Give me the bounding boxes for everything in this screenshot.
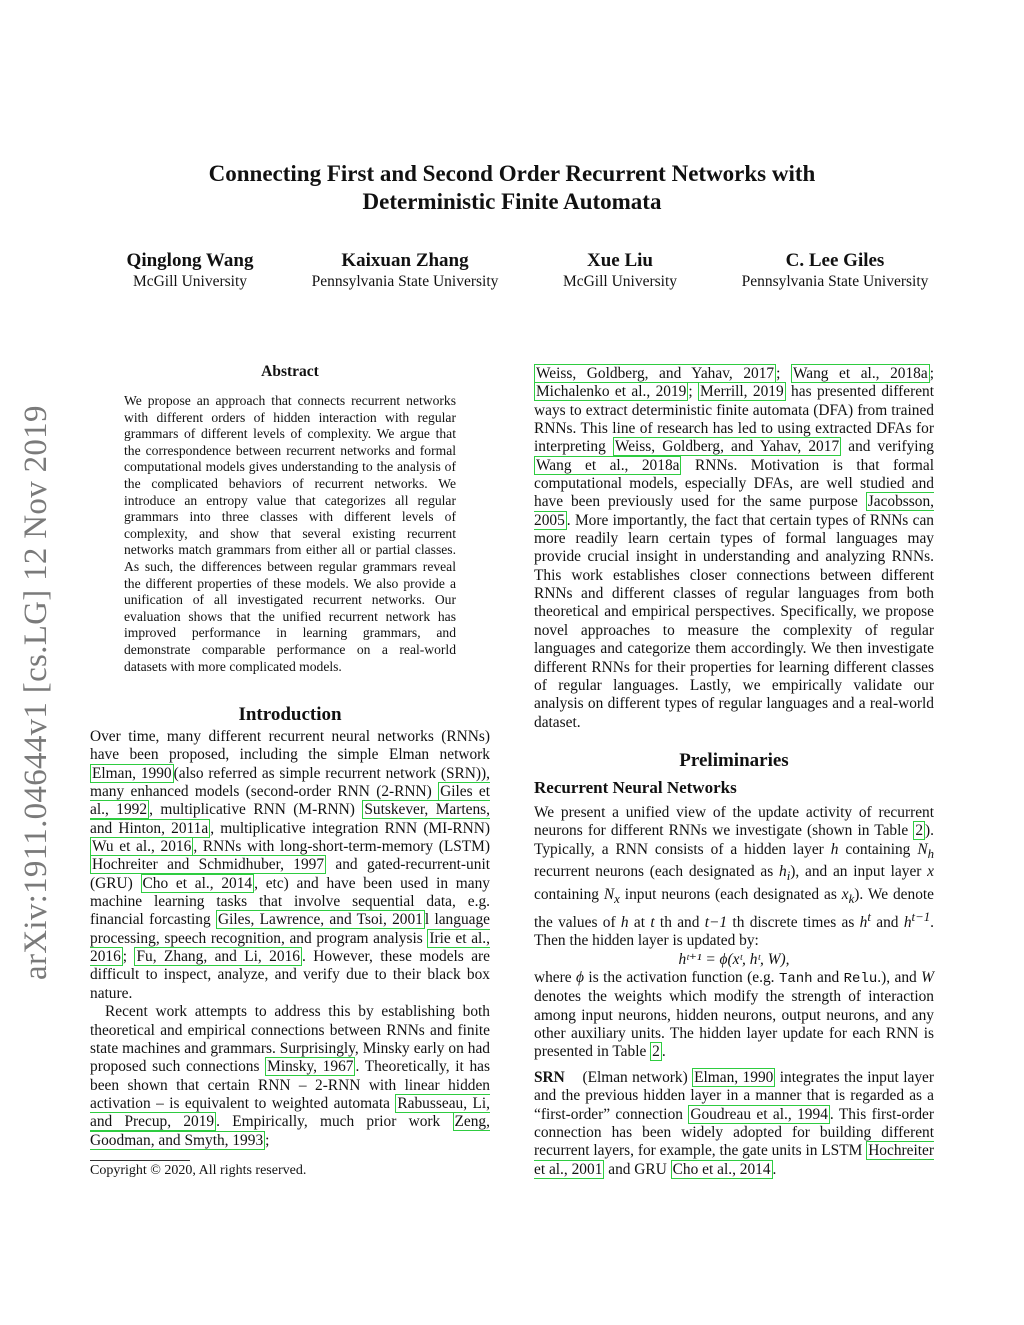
text: .), and	[877, 969, 922, 987]
text: ;	[688, 383, 699, 401]
citation-link[interactable]: Cho et al., 2014	[672, 1160, 771, 1178]
intro-continued-paragraph	[534, 365, 934, 732]
citation-link[interactable]: Wang et al., 2018a	[536, 456, 680, 474]
text: has presented different ways to extract deterministic finite automata (DFA) from trained RNNs. This line of research has led to using extracted DFAs for interpreting	[534, 383, 935, 456]
text: at	[628, 914, 651, 932]
text: (also referred as simple recurrent network (SRN)), many enhanced models (second-order RNN (2-RNN)	[90, 764, 490, 801]
text: . This first-order connection has been widely adopted for building different recurrent layers, for example, the gate units in LSTM	[534, 1105, 934, 1160]
math-symbol: h	[830, 840, 839, 858]
citation-link[interactable]: Hochreiter et al., 2001	[534, 1142, 934, 1178]
text: and GRU	[604, 1160, 671, 1178]
citation-link[interactable]: Elman, 1990	[694, 1069, 774, 1086]
title-line-1: Connecting First and Second Order Recurrent Networks with	[208, 161, 816, 186]
srn-label: SRN	[534, 1069, 565, 1086]
text: ;	[929, 365, 934, 382]
author-affiliation: McGill University	[132, 273, 248, 290]
math-symbol: t	[650, 914, 655, 932]
math-symbol: t−1	[704, 914, 728, 932]
math-subscript: x	[614, 891, 620, 906]
text: . Empirically, much prior work	[216, 1113, 453, 1131]
text: is the activation function (e.g.	[584, 969, 779, 987]
citation-link[interactable]: Zeng, Goodman, and Smyth, 1993	[90, 1113, 490, 1149]
text: , multiplicative RNN (M-RNN)	[149, 801, 363, 819]
citation-link[interactable]: Wu et al., 2016	[92, 838, 192, 856]
text: RNNs. Motivation is that formal computational models, especially DFAs, are well studied and have been previously used for the same purpose	[534, 456, 934, 511]
text: .	[772, 1160, 777, 1178]
text: We present a unified view of the update activity of recurrent neurons for different RNNs we investigate (shown in Table	[534, 804, 934, 840]
rnn-section-body	[534, 804, 934, 1062]
text: ). We denote the values of	[534, 885, 934, 932]
math-subscript: i	[786, 869, 791, 884]
citation-link[interactable]: Weiss, Goldberg, and Yahav, 2017	[536, 365, 775, 382]
text: Over time, many different recurrent neural networks (RNNs) have been proposed, including the simple Elman network	[90, 728, 490, 764]
table-ref-link[interactable]: 2	[915, 822, 924, 840]
rnn-paragraph-1	[534, 804, 934, 951]
math-symbol: W	[921, 969, 934, 987]
math-symbol: N	[603, 885, 615, 903]
intro-paragraph-2	[90, 1003, 490, 1150]
citation-link[interactable]: Fu, Zhang, and Li, 2016	[136, 948, 300, 966]
text: , RNNs with long-short-term-memory (LSTM)	[193, 838, 490, 856]
srn-paragraph	[534, 1069, 934, 1179]
rnn-subheading: Recurrent Neural Networks	[534, 778, 737, 797]
citation-link[interactable]: Giles et al., 1992	[90, 783, 490, 819]
text: Recent work attempts to address this by establishing both theoretical and empirical connections between RNNs and finite state machines and grammars. Surprisingly, Minsky early on had proposed such connections	[90, 1003, 490, 1076]
intro-heading: Introduction	[238, 704, 342, 725]
author-name: C. Lee Giles	[785, 250, 885, 271]
text: . However, these models are difficult to inspect, analyze, and verify due to their black box nature.	[90, 948, 491, 1002]
preliminaries-heading: Preliminaries	[679, 750, 789, 771]
math-symbol: x	[927, 863, 934, 881]
text: ;	[776, 365, 791, 382]
text: integrates the input layer and the previous hidden layer in a manner that is regarded as a “first-order” connection	[534, 1069, 935, 1123]
text: and	[812, 969, 844, 987]
update-equation: hᵗ⁺¹ = ϕ(xᵗ, hᵗ, W),	[678, 950, 790, 968]
citation-link[interactable]: Rabusseau, Li, and Precup, 2019	[90, 1094, 490, 1131]
math-symbol: N	[917, 840, 928, 858]
text: ;	[265, 1131, 270, 1149]
citation-link[interactable]: Sutskever, Martens, and Hinton, 2011a	[90, 801, 490, 837]
abstract-body: We propose an approach that connects recurrent networks with different orders of hidden interaction with regular grammars of different levels of complexity. We argue that the correspondence between recurrent networks and formal computational models gives understanding to the analysis of the complicated behaviors of recurrent networks. We introduce an entropy value that categorizes all regular grammars into three classes with different levels of complexity, and show that several existing recurrent networks match grammars from either all or partial classes. As such, the differences between regular grammars reveal the different properties of these models. We also provide a unification of all investigated recurrent networks. Our evaluation shows that the unified recurrent network has improved performance in learning grammars, and demonstrate comparable performance on a real-world datasets with more complicated models.	[124, 393, 456, 674]
citation-link[interactable]: Elman, 1990	[92, 764, 172, 782]
math-superscript: t−1	[911, 909, 931, 924]
text: and	[870, 914, 904, 932]
citation-link[interactable]: Wang et al., 2018a	[792, 365, 928, 382]
math-superscript: t	[867, 909, 871, 924]
author-block	[90, 250, 950, 300]
table-ref-link[interactable]: 2	[652, 1043, 660, 1061]
author-name: Qinglong Wang	[126, 250, 254, 271]
text: , multiplicative integration RNN (MI-RNN)	[210, 819, 490, 837]
citation-link[interactable]: Minsky, 1967	[267, 1058, 354, 1076]
citation-link[interactable]: Michalenko et al., 2019	[536, 383, 687, 401]
math-symbol: h	[859, 914, 868, 932]
text: recurrent neurons (each designated as	[534, 863, 779, 881]
math-symbol: h	[903, 914, 912, 932]
text: where	[534, 969, 577, 987]
srn-section	[534, 1069, 934, 1179]
intro-paragraph-1	[90, 728, 490, 1003]
text: .	[661, 1043, 666, 1061]
text: denotes the weights which modify the strength of interaction among input neurons, hidden neurons, output neurons, and any other auxiliary units. The hidden layer update for each RNN is presented in Table	[534, 988, 934, 1061]
author-name: Xue Liu	[587, 250, 653, 271]
intro-body	[90, 728, 490, 1150]
citation-link[interactable]: Jacobsson, 2005	[534, 493, 934, 529]
right-column-intro	[534, 365, 934, 732]
text: ), and an input layer	[790, 863, 928, 881]
author-name: Kaixuan Zhang	[341, 250, 469, 271]
math-symbol: ϕ	[576, 969, 584, 987]
author-2	[300, 250, 510, 292]
copyright-footnote: Copyright © 2020, All rights reserved.	[90, 1163, 307, 1178]
author-3	[540, 250, 700, 292]
math-subscript: h	[927, 846, 934, 861]
text: , etc) and have been used in many machine learning tasks that involve sequential data, e.g. financial forcasting	[90, 874, 490, 929]
text: th discrete times as	[727, 914, 860, 932]
text: input neurons (each designated as	[619, 885, 842, 903]
text: containing	[838, 840, 918, 858]
author-4	[730, 250, 940, 292]
citation-link[interactable]: Merrill, 2019	[700, 383, 784, 401]
text: th and	[654, 914, 705, 932]
text: and verifying	[841, 438, 934, 456]
citation-link[interactable]: Irie et al., 2016	[90, 929, 490, 966]
author-affiliation: Pennsylvania State University	[741, 273, 929, 290]
math-symbol: h	[620, 914, 629, 932]
code-text: Relu	[843, 971, 878, 988]
title-line-2: Deterministic Finite Automata	[362, 189, 662, 214]
citation-link[interactable]: Giles, Lawrence, and Tsoi, 2001	[217, 911, 423, 929]
code-text: Tanh	[778, 971, 813, 988]
text: l language processing, speech recognition, and program analysis	[90, 911, 490, 947]
footnote-rule	[90, 1160, 190, 1161]
rnn-paragraph-2	[534, 969, 934, 1062]
paper-title	[0, 160, 1024, 216]
text: ;	[122, 948, 135, 966]
arxiv-stamp: arXiv:1911.04644v1 [cs.LG] 12 Nov 2019	[18, 405, 54, 980]
citation-link[interactable]: Weiss, Goldberg, and Yahav, 2017	[614, 438, 840, 456]
citation-link[interactable]: Goudreau et al., 1994	[690, 1105, 828, 1123]
math-symbol: h	[778, 863, 787, 881]
text: . Theoretically, it has been shown that certain RNN – 2-RNN with linear hidden activation – is equivalent to weighted automata	[90, 1058, 490, 1112]
citation-link[interactable]: Cho et al., 2014	[142, 874, 253, 892]
author-affiliation: Pennsylvania State University	[311, 273, 499, 290]
citation-link[interactable]: Hochreiter and Schmidhuber, 1997	[92, 856, 325, 874]
text: . More importantly, the fact that certain types of RNNs can more readily learn certain types of formal languages may provide crucial insight in understanding and analyzing RNNs. This work establishes closer connections between different RNNs and different classes of regular languages from both theoretical and empirical perspectives. Specifically, we propose novel approaches to measure the complexity of regular languages and categorize them accordingly. We then investigate different RNNs for their properties for learning different classes of regular languages. Lastly, we empirically validate our analysis on different types of regular languages and a real-world dataset.	[534, 511, 934, 731]
text: (Elman network)	[582, 1069, 693, 1086]
text: ). Typically, a RNN consists of a hidden layer	[534, 822, 934, 858]
author-1	[90, 250, 290, 292]
abstract-heading: Abstract	[261, 363, 319, 380]
text: containing	[534, 885, 604, 903]
math-symbol: x	[841, 885, 849, 903]
author-affiliation: McGill University	[562, 273, 678, 290]
text: and gated-recurrent-unit (GRU)	[90, 856, 490, 892]
math-subscript: k	[848, 891, 855, 906]
text: . Then the hidden layer is updated by:	[534, 914, 935, 950]
